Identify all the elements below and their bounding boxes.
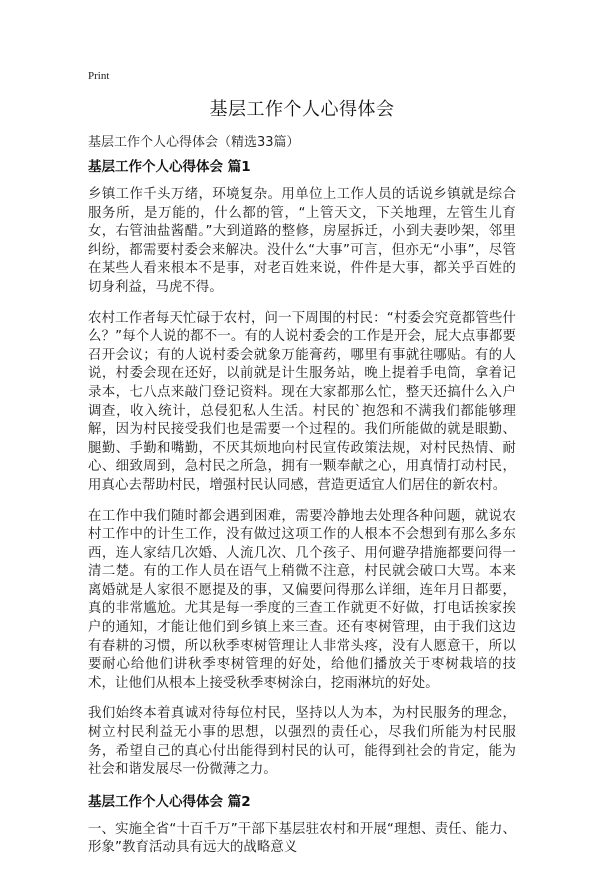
document-title: 基层工作个人心得体会 bbox=[209, 99, 395, 120]
document-subtitle: 基层工作个人心得体会（精选33篇） bbox=[88, 135, 300, 150]
paragraph: 乡镇工作千头万绪，环境复杂。用单位上工作人员的话说乡镇就是综合服务所，是万能的，什么都的管，“上管天文，下关地理，左管生儿育女，右管油盐酱醋。”大到道路的整修，房屋拆迁，小到夫妻吵架，邻里纠纷，都需要村委会来解决。没什么“大事”可言，但亦无“小事”，尽管在某些人看来根本不是事，对老百姓来说，件件是大事，都关乎百姓的切身利益，马虎不得。 bbox=[88, 187, 516, 295]
paragraph: 农村工作者每天忙碌于农村，问一下周围的村民：“村委会究竟都管些什么？”每个人说的都不一。有的人说村委会的工作是开会，屁大点事都要召开会议；有的人说村委会就象万能膏药，哪里有事就往哪贴。有的人说，村委会现在还好，以前就是计生服务站，晚上提着手电筒，拿着记录本，七八点来敲门登记资料。现在大家都那么忙，整天还搞什么入户调查，收入统计，总侵犯私人生活。村民的`抱怨和不满我们都能够理解，因为村民接受我们也是需要一个过程的。我们所能做的就是眼勤、腿勤、手勤和嘴勤，不厌其烦地向村民宣传政策法规，对村民热情、耐心、细致周到，急村民之所急，拥有一颗奉献之心，用真情打动村民，用真心去帮助村民，增强村民认同感，营造更适宜人们居住的新农村。 bbox=[88, 310, 516, 493]
section-2 bbox=[88, 792, 516, 858]
section-1 bbox=[88, 157, 516, 780]
document-content bbox=[88, 157, 516, 870]
paragraph: 一、实施全省“十百千万”干部下基层驻农村和开展“理想、责任、能力、形象”教育活动具有远大的战略意义 bbox=[88, 821, 516, 856]
section-heading: 基层工作个人心得体会 篇2 bbox=[88, 793, 251, 810]
paragraph: 在工作中我们随时都会遇到困难，需要冷静地去处理各种问题，就说农村工作中的计生工作，没有做过这项工作的人根本不会想到有那么多东西，连人家结几次婚、人流几次、几个孩子、用何避孕措施都要问得一清二楚。有的工作人员在语气上稍微不注意，村民就会破口大骂。本来离婚就是人家很不愿提及的事，又偏要问得那么详细，连年月日都要，真的非常尴尬。尤其是每一季度的三查工作就更不好做，打电话挨家挨户的通知，才能让他们到乡镇上来三查。还有枣树管理，由于我们这边有春耕的习惯，所以秋季枣树管理让人非常头疼，没有人愿意干，所以要耐心给他们讲秋季枣树管理的好处，给他们播放关于枣树栽培的技术，让他们从根本上接受秋季枣树涂白，挖雨淋坑的好处。 bbox=[88, 508, 516, 691]
paragraph: 我们始终本着真诚对待每位村民，坚持以人为本，为村民服务的理念，树立村民利益无小事的思想，以强烈的责任心，尽我们所能为村民服务，希望自己的真心付出能得到村民的认可，能得到社会的肯定，能为社会和谐发展尽一份微薄之力。 bbox=[88, 706, 516, 778]
print-label: Print bbox=[88, 70, 110, 82]
section-heading: 基层工作个人心得体会 篇1 bbox=[88, 159, 251, 175]
